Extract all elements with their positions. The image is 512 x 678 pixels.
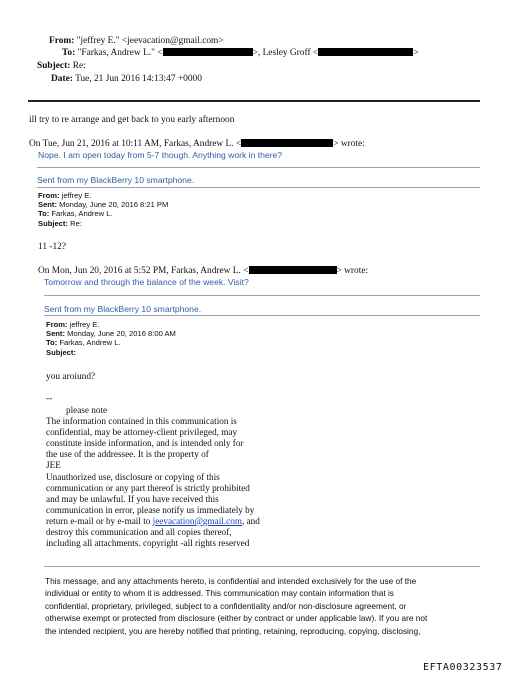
message-line-1: ill try to re arrange and get back to you early afternoon [29,115,235,125]
footer-disclaimer [45,575,427,637]
quote-header-1: On Tue, Jun 21, 2016 at 10:11 AM, Farkas, Andrew L. < > wrote: [29,139,365,149]
reply-line-1: Nope. I am open today from 5-7 though. Anything work in there? [38,150,283,160]
redaction-box [241,139,333,147]
footer-divider [44,566,480,567]
footer-line: otherwise exempt or protected from disclosure (either by contract or under applicable law). If you are not [45,613,428,624]
message-line-3: you aroiund? [46,372,96,382]
signature-line: destroy this communication and all copies thereof, [46,527,232,538]
quote-divider [44,295,480,296]
header-subject [37,60,86,72]
to-label: To: [62,48,76,58]
signature-email-line: return e-mail or by e-mail to jeevacation@gmail.com, and [46,515,260,526]
bb-divider [37,187,480,188]
bb-header-1: From: jeffrey E. Sent: Monday, June 20, 2016 8:21 PM To: Farkas, Andrew L. Subject: Re: [38,191,169,228]
to-value-2: >, Lesley Groff < [252,48,319,58]
header-to [62,47,419,59]
from-label: From: [49,36,75,46]
footer-line: confidential, proprietary, privileged, subject to a confidentiality and/or non-disclosure agreement, or [45,600,407,611]
message-line-2: 11 -12? [38,242,67,252]
sent-from-1: Sent from my BlackBerry 10 smartphone. [37,175,195,185]
footer-line: the intended recipient, you are hereby notified that printing, retaining, reproducing, copying, disclosing, [45,625,421,636]
document-code: EFTA00323537 [423,662,503,673]
signature-line: JEE [46,460,61,471]
signature-line: please note [66,405,108,415]
reply-line-2: Tomorrow and through the balance of the week. Visit? [44,277,249,287]
to-value-3: > [413,48,419,58]
date-label: Date: [51,74,73,84]
from-value: "jeffrey E." <jeevacation@gmail.com> [76,36,224,46]
to-value-1: "Farkas, Andrew L." < [77,48,163,58]
email-link[interactable]: jeevacation@gmail.com [152,515,242,526]
date-value: Tue, 21 Jun 2016 14:13:47 +0000 [75,74,202,84]
redaction-box [318,48,413,56]
signature-line: and may be unlawful. If you have received this [46,493,219,504]
bb-divider [44,315,480,316]
signature-dash: -- [46,394,53,404]
signature-line: constitute inside information, and is intended only for [46,438,244,449]
quote-divider [37,167,480,168]
header-from [49,35,224,47]
signature-line: including all attachments. copyright -all rights reserved [46,538,250,549]
subject-label: Subject: [37,61,71,71]
signature-line: The information contained in this communication is [46,416,237,427]
sent-from-2: Sent from my BlackBerry 10 smartphone. [44,304,202,314]
signature-line: confidential, may be attorney-client privileged, may [46,427,238,438]
subject-value: Re: [72,61,86,71]
quote-header-2: On Mon, Jun 20, 2016 at 5:52 PM, Farkas, Andrew L. < > wrote: [38,266,369,276]
footer-line: This message, and any attachments hereto, is confidential and intended exclusively for the use of the [45,576,417,586]
redaction-box [163,48,253,56]
header-divider [28,100,480,102]
signature-line: communication in error, please notify us immediately by [46,504,255,515]
signature-line: the use of the addressee. It is the property of [46,449,209,460]
signature-line: Unauthorized use, disclosure or copying of this [46,471,220,482]
bb-header-2: From: jeffrey E. Sent: Monday, June 20, 2016 8:00 AM To: Farkas, Andrew L. Subject: [46,320,176,357]
signature-line: communication or any part thereof is strictly prohibited [46,482,250,493]
signature-block [46,405,260,549]
header-date [51,73,202,85]
footer-line: individual or entity to whom it is addressed. This communication may contain information that is [45,588,394,599]
redaction-box [249,266,337,274]
